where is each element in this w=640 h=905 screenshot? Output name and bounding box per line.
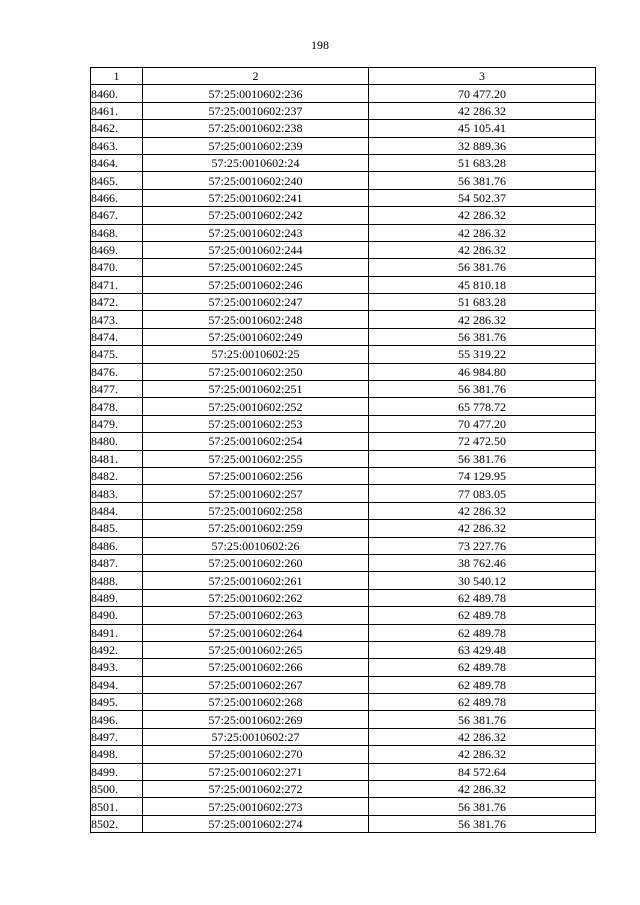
row-number-cell: 8497.: [91, 728, 143, 745]
value-cell: 42 286.32: [369, 502, 596, 519]
cadastral-number-cell: 57:25:0010602:272: [143, 781, 369, 798]
row-number-cell: 8469.: [91, 241, 143, 258]
value-cell: 42 286.32: [369, 311, 596, 328]
row-number-cell: 8501.: [91, 798, 143, 815]
table-row: [91, 259, 596, 276]
row-number-cell: 8483.: [91, 485, 143, 502]
row-number-cell: 8493.: [91, 659, 143, 676]
cadastral-number-cell: 57:25:0010602:253: [143, 415, 369, 432]
table-row: [91, 346, 596, 363]
cadastral-number-cell: 57:25:0010602:252: [143, 398, 369, 415]
table-row: [91, 711, 596, 728]
row-number-cell: 8481.: [91, 450, 143, 467]
row-number-cell: 8474.: [91, 328, 143, 345]
row-number-cell: 8476.: [91, 363, 143, 380]
table-row: [91, 294, 596, 311]
table-row: [91, 728, 596, 745]
cadastral-number-cell: 57:25:0010602:256: [143, 467, 369, 484]
cadastral-number-cell: 57:25:0010602:267: [143, 676, 369, 693]
value-cell: 42 286.32: [369, 746, 596, 763]
cadastral-number-cell: 57:25:0010602:269: [143, 711, 369, 728]
table-row: [91, 363, 596, 380]
table-row: [91, 398, 596, 415]
table-row: [91, 381, 596, 398]
value-cell: 56 381.76: [369, 328, 596, 345]
table-row: [91, 589, 596, 606]
value-cell: 62 489.78: [369, 589, 596, 606]
cadastral-number-cell: 57:25:0010602:237: [143, 102, 369, 119]
value-cell: 84 572.64: [369, 763, 596, 780]
value-cell: 32 889.36: [369, 137, 596, 154]
table-row: [91, 276, 596, 293]
row-number-cell: 8473.: [91, 311, 143, 328]
table-row: [91, 102, 596, 119]
row-number-cell: 8489.: [91, 589, 143, 606]
value-cell: 45 105.41: [369, 120, 596, 137]
row-number-cell: 8494.: [91, 676, 143, 693]
value-cell: 56 381.76: [369, 711, 596, 728]
row-number-cell: 8478.: [91, 398, 143, 415]
value-cell: 42 286.32: [369, 781, 596, 798]
table-row: [91, 311, 596, 328]
table-row: [91, 415, 596, 432]
row-number-cell: 8479.: [91, 415, 143, 432]
column-header-1: 1: [91, 68, 143, 85]
value-cell: 56 381.76: [369, 259, 596, 276]
table-row: [91, 450, 596, 467]
table-row: [91, 537, 596, 554]
row-number-cell: 8485.: [91, 520, 143, 537]
row-number-cell: 8492.: [91, 641, 143, 658]
cadastral-number-cell: 57:25:0010602:25: [143, 346, 369, 363]
row-number-cell: 8466.: [91, 189, 143, 206]
value-cell: 56 381.76: [369, 798, 596, 815]
value-cell: 42 286.32: [369, 224, 596, 241]
table-row: [91, 554, 596, 571]
value-cell: 70 477.20: [369, 415, 596, 432]
value-cell: 42 286.32: [369, 102, 596, 119]
cadastral-number-cell: 57:25:0010602:27: [143, 728, 369, 745]
table-row: [91, 224, 596, 241]
value-cell: 65 778.72: [369, 398, 596, 415]
row-number-cell: 8498.: [91, 746, 143, 763]
row-number-cell: 8465.: [91, 172, 143, 189]
value-cell: 42 286.32: [369, 241, 596, 258]
table-row: [91, 85, 596, 102]
value-cell: 54 502.37: [369, 189, 596, 206]
table-row: [91, 207, 596, 224]
cadastral-number-cell: 57:25:0010602:243: [143, 224, 369, 241]
cadastral-number-cell: 57:25:0010602:260: [143, 554, 369, 571]
cadastral-number-cell: 57:25:0010602:250: [143, 363, 369, 380]
table-row: [91, 607, 596, 624]
value-cell: 62 489.78: [369, 659, 596, 676]
cadastral-number-cell: 57:25:0010602:244: [143, 241, 369, 258]
row-number-cell: 8502.: [91, 815, 143, 832]
table-row: [91, 781, 596, 798]
cadastral-number-cell: 57:25:0010602:270: [143, 746, 369, 763]
data-table: [90, 67, 596, 833]
row-number-cell: 8472.: [91, 294, 143, 311]
value-cell: 42 286.32: [369, 728, 596, 745]
value-cell: 56 381.76: [369, 450, 596, 467]
cadastral-number-cell: 57:25:0010602:238: [143, 120, 369, 137]
row-number-cell: 8491.: [91, 624, 143, 641]
cadastral-number-cell: 57:25:0010602:273: [143, 798, 369, 815]
table-header-row: [91, 68, 596, 85]
table-row: [91, 433, 596, 450]
row-number-cell: 8482.: [91, 467, 143, 484]
cadastral-number-cell: 57:25:0010602:274: [143, 815, 369, 832]
cadastral-number-cell: 57:25:0010602:247: [143, 294, 369, 311]
value-cell: 62 489.78: [369, 624, 596, 641]
value-cell: 46 984.80: [369, 363, 596, 380]
cadastral-number-cell: 57:25:0010602:255: [143, 450, 369, 467]
cadastral-number-cell: 57:25:0010602:241: [143, 189, 369, 206]
table-row: [91, 815, 596, 832]
table-row: [91, 676, 596, 693]
table-row: [91, 694, 596, 711]
cadastral-number-cell: 57:25:0010602:258: [143, 502, 369, 519]
cadastral-number-cell: 57:25:0010602:240: [143, 172, 369, 189]
cadastral-number-cell: 57:25:0010602:242: [143, 207, 369, 224]
value-cell: 45 810.18: [369, 276, 596, 293]
column-header-3: 3: [369, 68, 596, 85]
value-cell: 62 489.78: [369, 676, 596, 693]
value-cell: 74 129.95: [369, 467, 596, 484]
cadastral-number-cell: 57:25:0010602:251: [143, 381, 369, 398]
value-cell: 62 489.78: [369, 607, 596, 624]
row-number-cell: 8496.: [91, 711, 143, 728]
value-cell: 42 286.32: [369, 207, 596, 224]
value-cell: 70 477.20: [369, 85, 596, 102]
table-row: [91, 624, 596, 641]
value-cell: 73 227.76: [369, 537, 596, 554]
column-header-2: 2: [143, 68, 369, 85]
table-row: [91, 154, 596, 171]
value-cell: 51 683.28: [369, 294, 596, 311]
cadastral-number-cell: 57:25:0010602:254: [143, 433, 369, 450]
value-cell: 56 381.76: [369, 172, 596, 189]
cadastral-number-cell: 57:25:0010602:262: [143, 589, 369, 606]
table-row: [91, 502, 596, 519]
cadastral-number-cell: 57:25:0010602:245: [143, 259, 369, 276]
cadastral-number-cell: 57:25:0010602:246: [143, 276, 369, 293]
cadastral-number-cell: 57:25:0010602:261: [143, 572, 369, 589]
value-cell: 56 381.76: [369, 381, 596, 398]
cadastral-number-cell: 57:25:0010602:26: [143, 537, 369, 554]
row-number-cell: 8468.: [91, 224, 143, 241]
row-number-cell: 8487.: [91, 554, 143, 571]
value-cell: 77 083.05: [369, 485, 596, 502]
row-number-cell: 8499.: [91, 763, 143, 780]
table-row: [91, 659, 596, 676]
table-row: [91, 189, 596, 206]
value-cell: 42 286.32: [369, 520, 596, 537]
page-number: 198: [311, 38, 329, 52]
cadastral-number-cell: 57:25:0010602:239: [143, 137, 369, 154]
value-cell: 62 489.78: [369, 694, 596, 711]
row-number-cell: 8460.: [91, 85, 143, 102]
cadastral-number-cell: 57:25:0010602:271: [143, 763, 369, 780]
cadastral-number-cell: 57:25:0010602:265: [143, 641, 369, 658]
cadastral-number-cell: 57:25:0010602:248: [143, 311, 369, 328]
value-cell: 55 319.22: [369, 346, 596, 363]
row-number-cell: 8467.: [91, 207, 143, 224]
cadastral-number-cell: 57:25:0010602:268: [143, 694, 369, 711]
table-row: [91, 763, 596, 780]
cadastral-number-cell: 57:25:0010602:264: [143, 624, 369, 641]
row-number-cell: 8462.: [91, 120, 143, 137]
row-number-cell: 8488.: [91, 572, 143, 589]
value-cell: 72 472.50: [369, 433, 596, 450]
value-cell: 51 683.28: [369, 154, 596, 171]
table-row: [91, 172, 596, 189]
value-cell: 38 762.46: [369, 554, 596, 571]
table-row: [91, 467, 596, 484]
row-number-cell: 8464.: [91, 154, 143, 171]
table-body: [91, 85, 596, 833]
cadastral-number-cell: 57:25:0010602:259: [143, 520, 369, 537]
table-row: [91, 120, 596, 137]
row-number-cell: 8484.: [91, 502, 143, 519]
row-number-cell: 8495.: [91, 694, 143, 711]
row-number-cell: 8475.: [91, 346, 143, 363]
table-row: [91, 798, 596, 815]
table-row: [91, 641, 596, 658]
cadastral-number-cell: 57:25:0010602:257: [143, 485, 369, 502]
table-row: [91, 520, 596, 537]
table-row: [91, 572, 596, 589]
row-number-cell: 8471.: [91, 276, 143, 293]
value-cell: 63 429.48: [369, 641, 596, 658]
row-number-cell: 8463.: [91, 137, 143, 154]
table-row: [91, 485, 596, 502]
cadastral-number-cell: 57:25:0010602:263: [143, 607, 369, 624]
cadastral-number-cell: 57:25:0010602:24: [143, 154, 369, 171]
cadastral-number-cell: 57:25:0010602:249: [143, 328, 369, 345]
cadastral-number-cell: 57:25:0010602:266: [143, 659, 369, 676]
table-row: [91, 328, 596, 345]
row-number-cell: 8480.: [91, 433, 143, 450]
table-row: [91, 241, 596, 258]
row-number-cell: 8486.: [91, 537, 143, 554]
value-cell: 30 540.12: [369, 572, 596, 589]
row-number-cell: 8500.: [91, 781, 143, 798]
cadastral-number-cell: 57:25:0010602:236: [143, 85, 369, 102]
row-number-cell: 8477.: [91, 381, 143, 398]
table-row: [91, 137, 596, 154]
table-row: [91, 746, 596, 763]
row-number-cell: 8461.: [91, 102, 143, 119]
row-number-cell: 8490.: [91, 607, 143, 624]
value-cell: 56 381.76: [369, 815, 596, 832]
row-number-cell: 8470.: [91, 259, 143, 276]
